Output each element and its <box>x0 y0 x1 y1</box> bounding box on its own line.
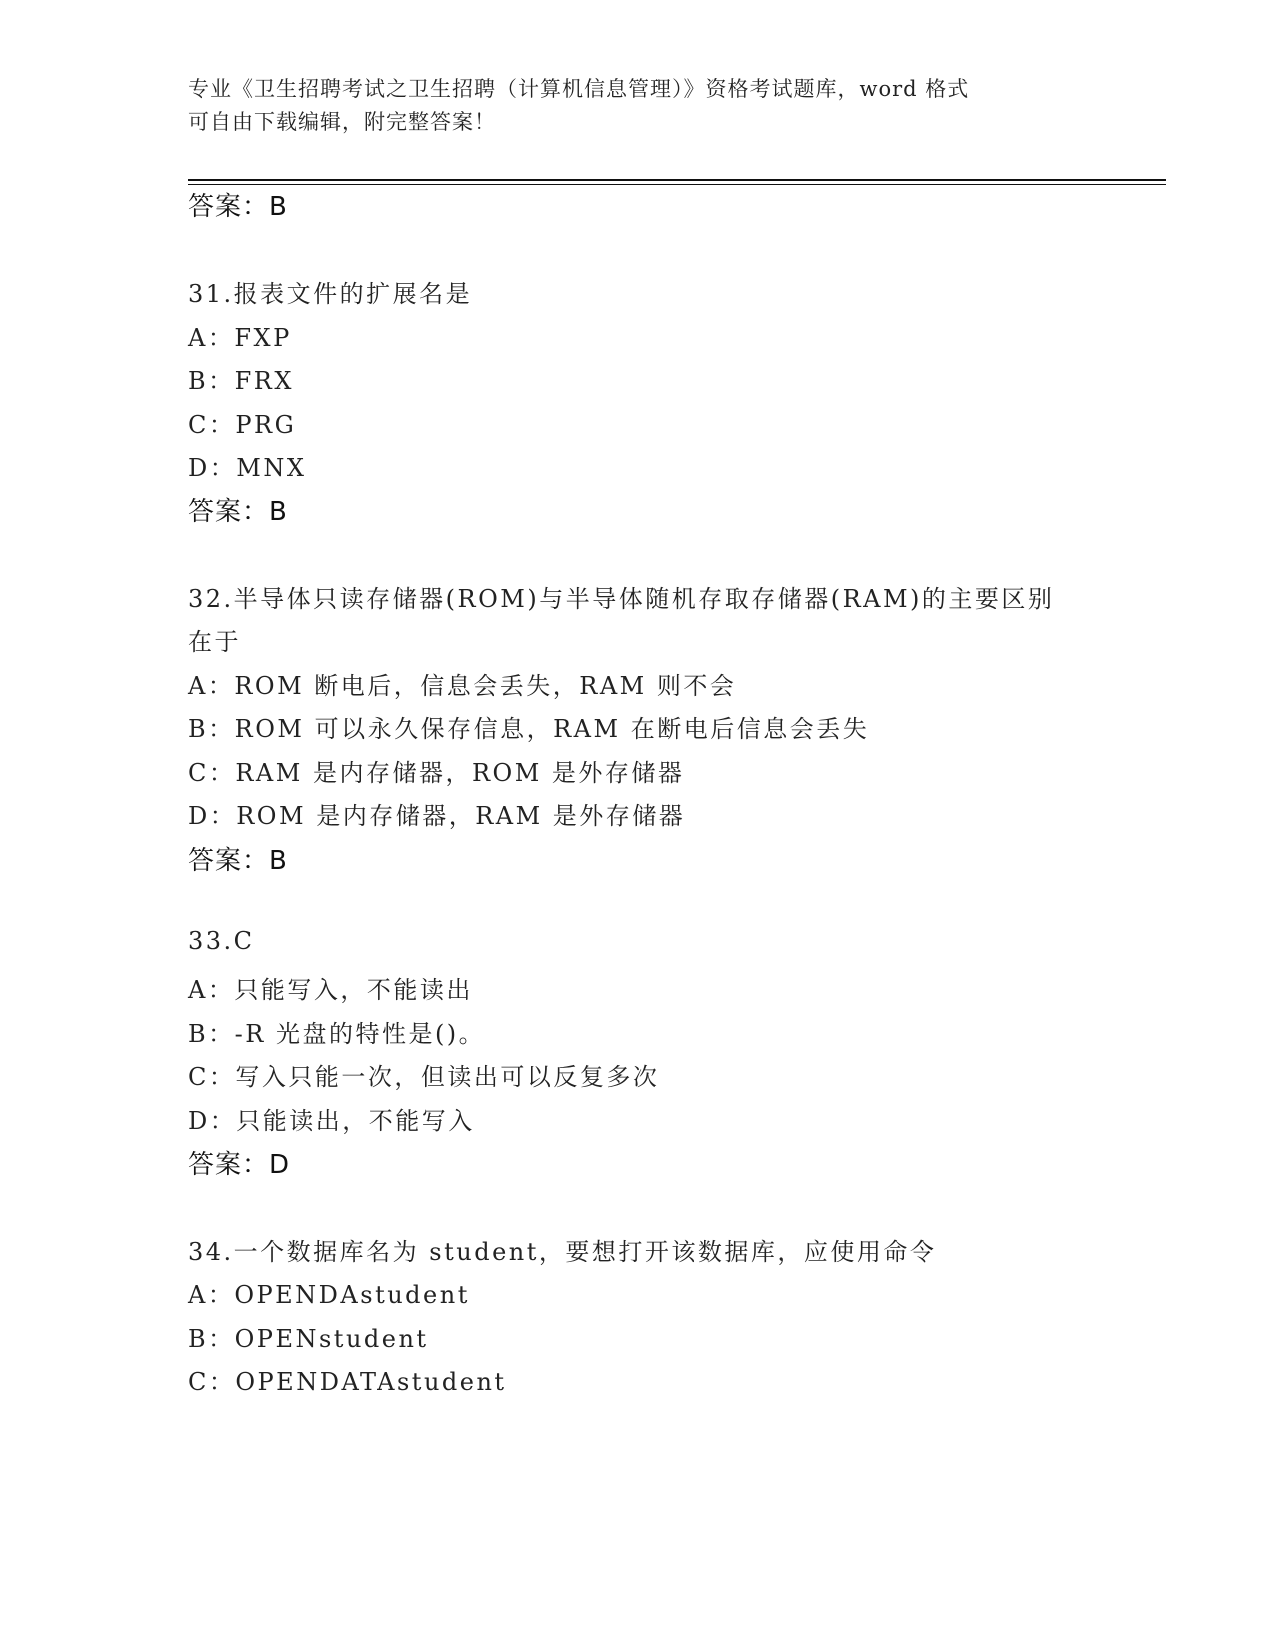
answer-31: 答案：B <box>188 497 288 527</box>
question-34-stem: 34.一个数据库名为 student，要想打开该数据库，应使用命令 <box>188 1238 937 1266</box>
document-header <box>188 73 1068 139</box>
question-31-stem: 31.报表文件的扩展名是 <box>188 280 473 308</box>
question-33-option-d: D：只能读出，不能写入 <box>188 1107 475 1135</box>
answer-33: 答案：D <box>188 1150 291 1180</box>
header-line-2: 可自由下载编辑，附完整答案！ <box>188 110 496 134</box>
question-33-option-c: C：写入只能一次，但读出可以反复多次 <box>188 1063 660 1091</box>
question-32-option-c: C：RAM 是内存储器，ROM 是外存储器 <box>188 759 685 787</box>
question-34-option-b: B：OPENstudent <box>188 1325 429 1353</box>
question-33-option-a: A：只能写入，不能读出 <box>188 976 473 1004</box>
question-34-option-a: A：OPENDAstudent <box>188 1281 470 1309</box>
question-31-option-b: B：FRX <box>188 367 294 395</box>
header-line-1: 专业《卫生招聘考试之卫生招聘（计算机信息管理）》资格考试题库，word 格式 <box>188 77 970 101</box>
question-33-stem: 33.C <box>188 927 255 955</box>
header-divider-thick <box>188 179 1166 181</box>
question-32-stem-line-1: 32.半导体只读存储器(ROM)与半导体随机存取存储器(RAM)的主要区别 <box>188 585 1055 613</box>
question-32-option-d: D：ROM 是内存储器，RAM 是外存储器 <box>188 802 686 830</box>
question-32-stem-line-2: 在于 <box>188 628 241 656</box>
answer-32: 答案：B <box>188 846 288 876</box>
question-31-option-c: C：PRG <box>188 411 297 439</box>
question-32-option-a: A：ROM 断电后，信息会丢失，RAM 则不会 <box>188 672 737 700</box>
answer-30: 答案：B <box>188 192 288 222</box>
question-31-option-a: A：FXP <box>188 324 292 352</box>
header-divider-thin <box>188 184 1166 185</box>
question-34-option-c: C：OPENDATAstudent <box>188 1368 507 1396</box>
question-33-option-b: B：-R 光盘的特性是()。 <box>188 1020 486 1048</box>
question-32-option-b: B：ROM 可以永久保存信息，RAM 在断电后信息会丢失 <box>188 715 870 743</box>
question-31-option-d: D：MNX <box>188 454 307 482</box>
